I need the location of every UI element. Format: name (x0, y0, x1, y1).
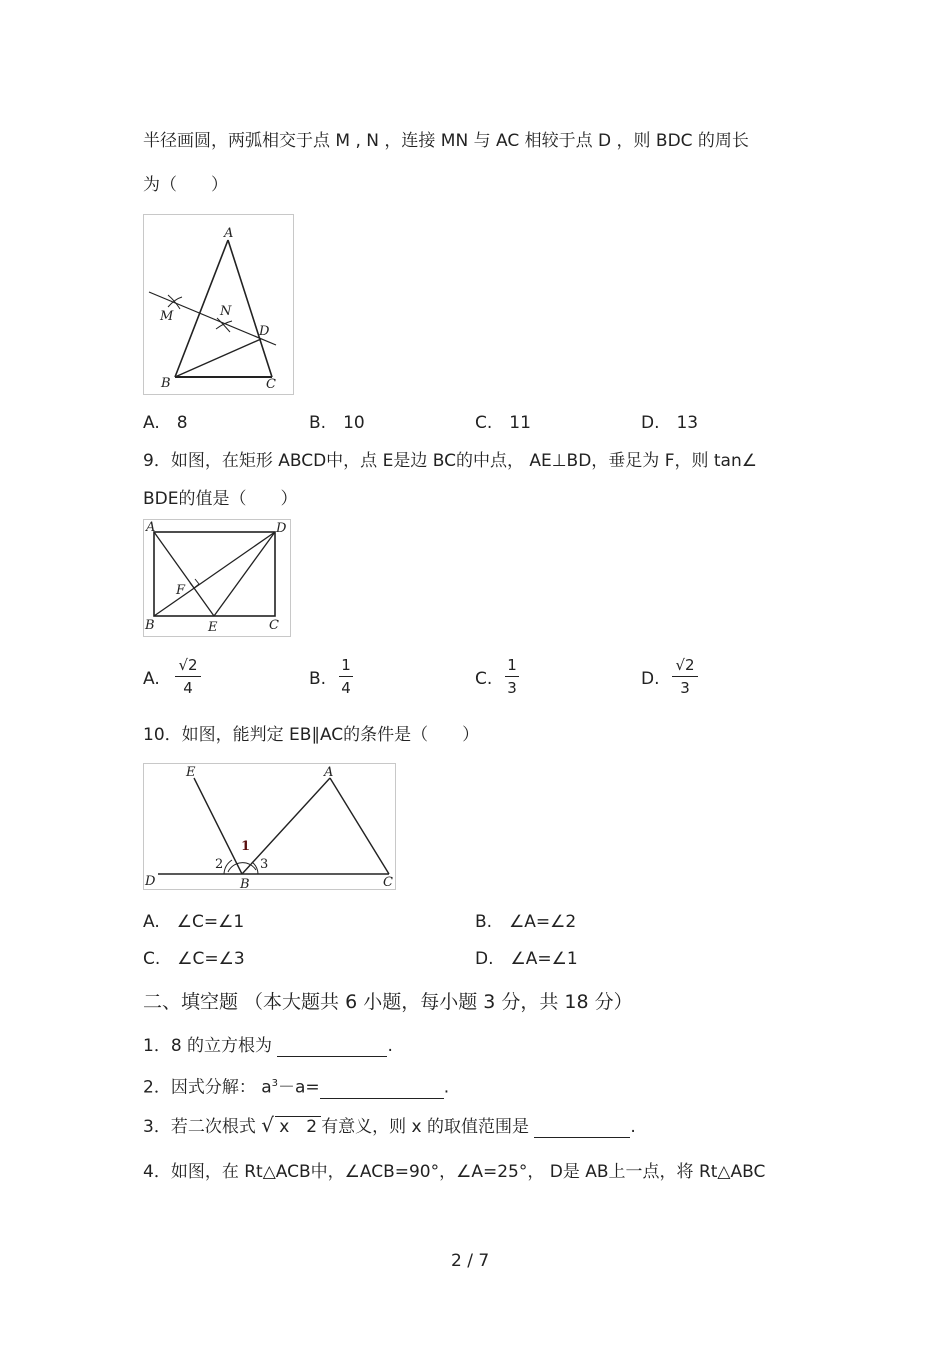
q9-option-c-num: 1 (507, 656, 517, 674)
q9-option-d-den: 3 (680, 679, 690, 697)
fill-q2-sup: 3 (271, 1078, 279, 1089)
q10-option-c: C. ∠C=∠3 (143, 949, 245, 969)
q9-text-line1: 9．如图，在矩形 ABCD中，点 E是边 BC的中点， AE⊥BD，垂足为 F，则 tan∠ (143, 451, 757, 471)
page-number: 2 / 7 (451, 1251, 490, 1271)
q10-label-a: A (324, 765, 334, 780)
fill-q1 (143, 1035, 393, 1057)
fill-q2-blank (320, 1080, 444, 1099)
q10-option-d: D. ∠A=∠1 (475, 949, 578, 969)
q9-option-d-letter: D. (641, 669, 660, 689)
q9-option-c-den: 3 (507, 679, 517, 697)
q8-option-a: A. 8 (143, 413, 188, 433)
fill-q1-blank (277, 1038, 387, 1057)
q9-text-line2: BDE的值是（ ） (143, 489, 298, 509)
q9-option-d-fraction (672, 655, 698, 698)
q8-option-c: C. 11 (475, 413, 531, 433)
q9-option-a-den: 4 (183, 679, 193, 697)
q10-label-d: D (145, 874, 156, 889)
fill-q3-blank (534, 1119, 630, 1138)
q8-label-c: C (266, 377, 276, 392)
q9-label-a: A (146, 520, 156, 535)
q9-label-d: D (276, 521, 287, 536)
q9-label-e: E (208, 620, 218, 635)
fill-q3-prefix: 3．若二次根式 (143, 1117, 256, 1137)
q8-label-b: B (161, 376, 171, 391)
section-2-title: 二、填空题 （本大题共 6 小题，每小题 3 分，共 18 分） (143, 991, 633, 1013)
fill-q1-text: 1．8 的立方根为 (143, 1036, 273, 1056)
fill-q3-radicand: x 2 (275, 1116, 321, 1137)
fill-q1-end: . (387, 1036, 393, 1056)
q8-text-line2: 为（ ） (143, 175, 228, 195)
q10-label-b: B (240, 877, 250, 889)
fill-q2-end: . (443, 1077, 450, 1098)
q8-option-d: D. 13 (641, 413, 699, 433)
q8-figure (143, 214, 294, 395)
q9-option-b-num: 1 (341, 656, 351, 674)
q10-text: 10．如图，能判定 EB∥AC的条件是（ ） (143, 725, 480, 745)
fill-q3-end: . (630, 1117, 636, 1137)
q9-option-c-fraction (505, 655, 519, 698)
q10-option-b: B. ∠A=∠2 (475, 912, 577, 932)
q10-label-e: E (186, 765, 196, 780)
q9-option-b-fraction (339, 655, 353, 698)
q8-label-a: A (224, 226, 234, 241)
q8-label-d: D (259, 324, 270, 339)
q10-label-2: 2 (215, 857, 224, 872)
q9-option-a-fraction (175, 655, 201, 698)
fill-q2 (143, 1073, 449, 1099)
q9-option-c-letter: C. (475, 669, 493, 689)
q9-option-b-letter: B. (309, 669, 327, 689)
q10-option-a: A. ∠C=∠1 (143, 912, 245, 932)
q10-label-c: C (383, 875, 393, 889)
q9-label-f: F (176, 583, 186, 598)
fill-q3-suffix: 有意义，则 x 的取值范围是 (321, 1117, 529, 1137)
fill-q4: 4．如图，在 Rt△ACB中，∠ACB=90°，∠A=25°， D是 AB上一点，将 Rt△ABC (143, 1162, 766, 1182)
fill-q3 (143, 1113, 636, 1138)
q10-label-1: 1 (241, 839, 251, 854)
q8-text-line1: 半径画圆，两弧相交于点 M , N ，连接 MN 与 AC 相较于点 D ，则 BDC 的周长 (143, 131, 749, 151)
q9-option-a-num: √2 (178, 656, 198, 674)
q9-label-b: B (145, 618, 155, 633)
q8-label-m: M (160, 309, 174, 324)
q8-label-n: N (220, 304, 232, 319)
q8-option-b: B. 10 (309, 413, 365, 433)
q9-option-b-den: 4 (341, 679, 351, 697)
q10-label-3: 3 (260, 857, 269, 872)
fill-q3-radical: √ x 2 (261, 1116, 321, 1138)
fill-q2-mid: －a= (278, 1077, 320, 1098)
fill-q2-prefix: 2．因式分解： a (143, 1077, 272, 1098)
q9-label-c: C (269, 618, 279, 633)
q9-option-a-letter: A. (143, 669, 160, 689)
q9-option-d-num: √2 (675, 656, 695, 674)
q10-figure (143, 763, 396, 890)
q9-figure (143, 519, 291, 637)
